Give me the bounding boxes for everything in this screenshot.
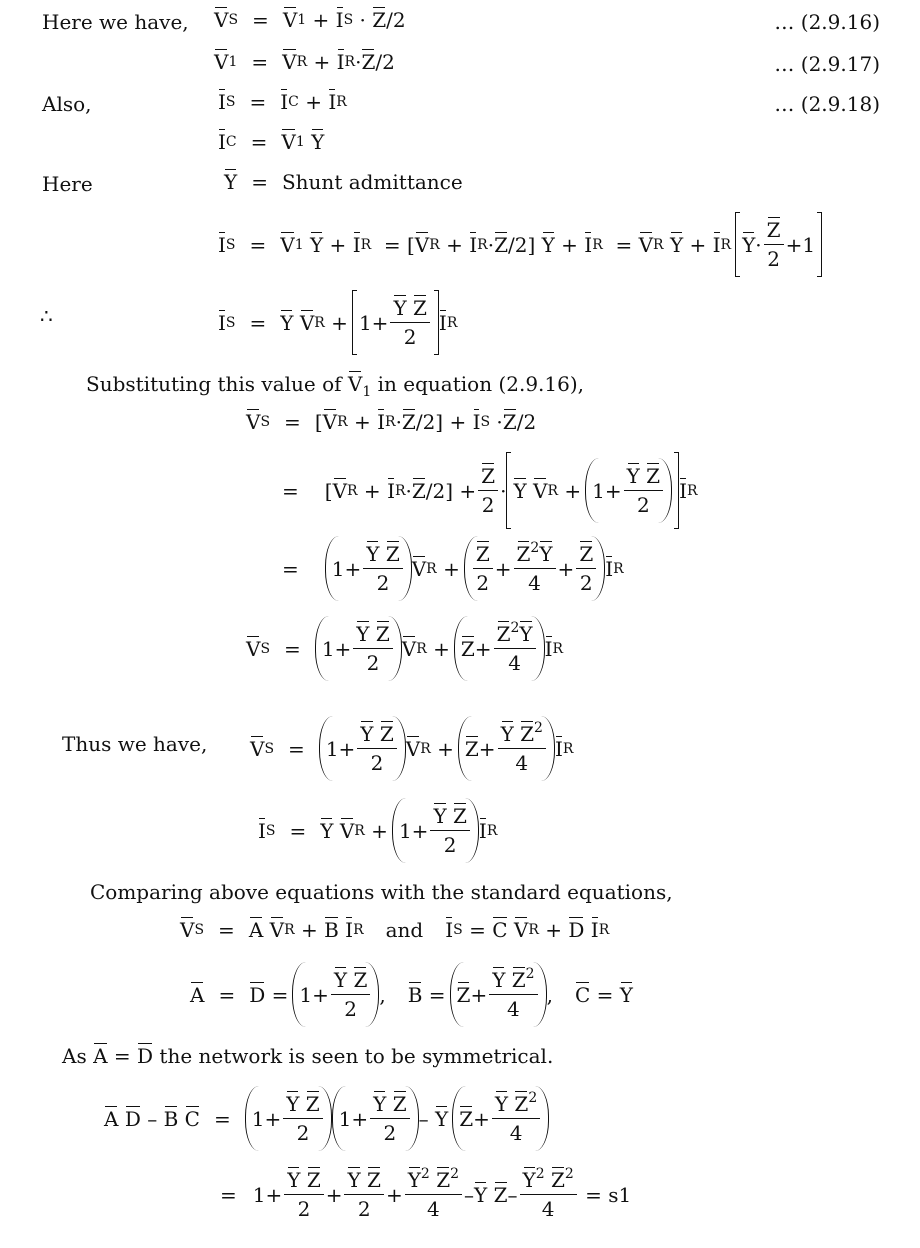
equation-abcd-parameters: A = D = 1+ $\frac{\text{Y Z}}{2}$ , B = Z + $\frac{Y Z^2}{4}$ , C = Y xyxy=(190,962,633,1027)
equation-is-final: I S = Y V R + 1+ $\frac{\text{Y Z}}{2}$ I R xyxy=(258,798,497,863)
equation-2-9-17: V 1 = V R + I R · Z /2 xyxy=(214,50,395,74)
label-thus-we-have: Thus we have, xyxy=(62,732,208,756)
shunt-admittance-text: Shunt admittance xyxy=(281,170,463,194)
equation-vs-step-2: = [ V R + I R · Z /2] + $\frac{Z}{2}$ · Y V R + 1+ $\frac{\text{Y Z}}{2}$ I R xyxy=(282,452,698,529)
equation-standard-form: V S = A V R + B I R and I S = C V R + D I R xyxy=(180,918,610,942)
equation-y-definition: Y = Shunt admittance xyxy=(224,170,463,194)
equation-2-9-16: V S = V 1 + I S · Z /2 xyxy=(214,8,406,32)
equation-ic: I C = V 1 Y xyxy=(218,130,325,154)
label-also: Also, xyxy=(42,92,92,116)
paragraph-comparing: Comparing above equations with the standard equations, xyxy=(90,880,673,904)
paragraph-symmetrical: As A = D the network is seen to be symmetrical. xyxy=(62,1044,554,1068)
equation-2-9-18: I S = I C + I R xyxy=(218,90,347,114)
equation-is-expansion: I S = V 1 Y + I R = [ V R + I R · Z /2] Y + I R = V R Y + I R Y · $\frac{Z}{2}$ +1 xyxy=(218,212,822,277)
equation-is-result: I S = Y V R + 1+ $\frac{\text{Y Z}}{2}$ I R xyxy=(218,290,457,355)
equation-vs-final: V S = 1+ $\frac{\text{Y Z}}{2}$ V R + Z + $\frac{Y Z^2}{4}$ I R xyxy=(250,716,573,781)
equation-vs-step-4: V S = 1+ $\frac{\text{Y Z}}{2}$ V R + Z + $\frac{Z^2Y}{4}$ I R xyxy=(246,616,563,681)
and-word: and xyxy=(385,918,424,942)
label-here-we-have: Here we have, xyxy=(42,10,189,34)
equation-number-2-9-17: … (2.9.17) xyxy=(774,52,880,76)
label-here: Here xyxy=(42,172,93,196)
equation-ad-minus-bc-result: = 1+ $\frac{\text{Y Z}}{2}$ + $\frac{\text{Y Z}}{2}$ + $\frac{Y^2 Z^2}{4}$ – Y Z – $\frac{Y^2 Z^2}{4}$ = s1 xyxy=(220,1166,632,1221)
equation-number-2-9-18: … (2.9.18) xyxy=(774,92,880,116)
equation-vs-step-3: = 1+ $\frac{\text{Y Z}}{2}$ V R + $\frac{Z}{2}$ + $\frac{Z^2Y}{4}$ + $\frac{Z}{2}$ I R xyxy=(282,536,624,601)
equation-number-2-9-16: … (2.9.16) xyxy=(774,10,880,34)
equation-vs-substituted: V S = [ V R + I R · Z /2] + I S · Z /2 xyxy=(246,410,537,434)
therefore-symbol: ∴ xyxy=(40,304,53,328)
result-value: = s1 xyxy=(585,1182,632,1207)
paragraph-substituting: Substituting this value of $V_1$ in equation (2.9.16), xyxy=(86,372,585,400)
equation-ad-minus-bc: A D – B C = 1+ $\frac{\text{Y Z}}{2}$ 1+ $\frac{\text{Y Z}}{2}$ – Y Z + $\frac{Y Z^2}{4}$ xyxy=(104,1086,549,1151)
